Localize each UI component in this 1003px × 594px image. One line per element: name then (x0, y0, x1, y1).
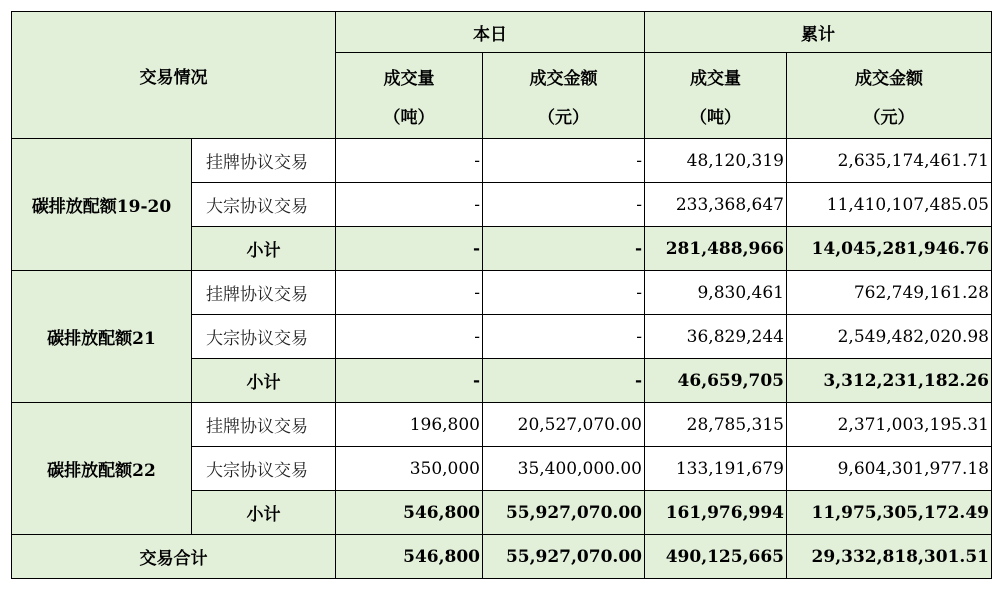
trade-type: 挂牌协议交易 (192, 403, 336, 447)
cum-volume-cell: 36,829,244 (645, 315, 787, 359)
header-cumulative: 累计 (645, 12, 992, 53)
today-volume-cell: - (336, 183, 483, 227)
group-name: 碳排放配额21 (12, 271, 192, 403)
subtotal-label: 小计 (192, 491, 336, 535)
subtotal-cum-amount: 14,045,281,946.76 (787, 227, 992, 271)
table-row (12, 403, 992, 447)
trade-type: 挂牌协议交易 (192, 271, 336, 315)
grand-total-row (12, 535, 992, 579)
subtotal-cum-amount: 3,312,231,182.26 (787, 359, 992, 403)
header-today-amount-unit: （元） (538, 107, 589, 128)
header-today: 本日 (336, 12, 645, 53)
total-cum-volume: 490,125,665 (645, 535, 787, 579)
header-cum-amount (787, 53, 992, 139)
cum-amount-cell: 2,371,003,195.31 (787, 403, 992, 447)
header-today-volume (336, 53, 483, 139)
header-trade-situation: 交易情况 (12, 12, 336, 139)
subtotal-today-amount: - (483, 227, 645, 271)
today-amount-cell: - (483, 183, 645, 227)
header-cum-volume-unit: （吨） (690, 107, 741, 128)
today-amount-cell: 35,400,000.00 (483, 447, 645, 491)
today-volume-cell: - (336, 139, 483, 183)
today-amount-cell: - (483, 315, 645, 359)
today-amount-cell: - (483, 139, 645, 183)
header-row-1 (12, 12, 992, 53)
cum-volume-cell: 133,191,679 (645, 447, 787, 491)
grand-total-label: 交易合计 (12, 535, 336, 579)
header-today-amount-label: 成交金额 (529, 68, 598, 89)
today-volume-cell: - (336, 271, 483, 315)
header-cum-volume-label: 成交量 (690, 68, 741, 89)
header-cum-amount-label: 成交金额 (855, 68, 923, 89)
header-cum-volume (645, 53, 787, 139)
today-volume-cell: 196,800 (336, 403, 483, 447)
cum-amount-cell: 2,549,482,020.98 (787, 315, 992, 359)
today-volume-cell: - (336, 315, 483, 359)
today-amount-cell: 20,527,070.00 (483, 403, 645, 447)
trade-type: 大宗协议交易 (192, 447, 336, 491)
total-cum-amount: 29,332,818,301.51 (787, 535, 992, 579)
group-name: 碳排放配额22 (12, 403, 192, 535)
today-volume-cell: 350,000 (336, 447, 483, 491)
subtotal-today-amount: - (483, 359, 645, 403)
total-today-volume: 546,800 (336, 535, 483, 579)
trading-summary-table (11, 11, 992, 579)
cum-volume-cell: 9,830,461 (645, 271, 787, 315)
table-row (12, 271, 992, 315)
subtotal-cum-volume: 281,488,966 (645, 227, 787, 271)
total-today-amount: 55,927,070.00 (483, 535, 645, 579)
subtotal-today-volume: - (336, 359, 483, 403)
cum-amount-cell: 762,749,161.28 (787, 271, 992, 315)
subtotal-today-volume: 546,800 (336, 491, 483, 535)
cum-volume-cell: 28,785,315 (645, 403, 787, 447)
header-cum-amount-unit: （元） (863, 107, 915, 128)
subtotal-label: 小计 (192, 359, 336, 403)
trade-type: 大宗协议交易 (192, 315, 336, 359)
subtotal-today-amount: 55,927,070.00 (483, 491, 645, 535)
trade-type: 挂牌协议交易 (192, 139, 336, 183)
trade-type: 大宗协议交易 (192, 183, 336, 227)
subtotal-cum-volume: 46,659,705 (645, 359, 787, 403)
subtotal-cum-volume: 161,976,994 (645, 491, 787, 535)
subtotal-cum-amount: 11,975,305,172.49 (787, 491, 992, 535)
subtotal-label: 小计 (192, 227, 336, 271)
cum-amount-cell: 9,604,301,977.18 (787, 447, 992, 491)
today-amount-cell: - (483, 271, 645, 315)
cum-volume-cell: 233,368,647 (645, 183, 787, 227)
trading-summary-table-wrapper (11, 11, 992, 579)
header-today-amount (483, 53, 645, 139)
header-today-volume-unit: （吨） (383, 107, 435, 128)
header-today-volume-label: 成交量 (383, 68, 435, 89)
table-row (12, 139, 992, 183)
cum-amount-cell: 2,635,174,461.71 (787, 139, 992, 183)
subtotal-today-volume: - (336, 227, 483, 271)
group-name: 碳排放配额19-20 (12, 139, 192, 271)
cum-volume-cell: 48,120,319 (645, 139, 787, 183)
cum-amount-cell: 11,410,107,485.05 (787, 183, 992, 227)
